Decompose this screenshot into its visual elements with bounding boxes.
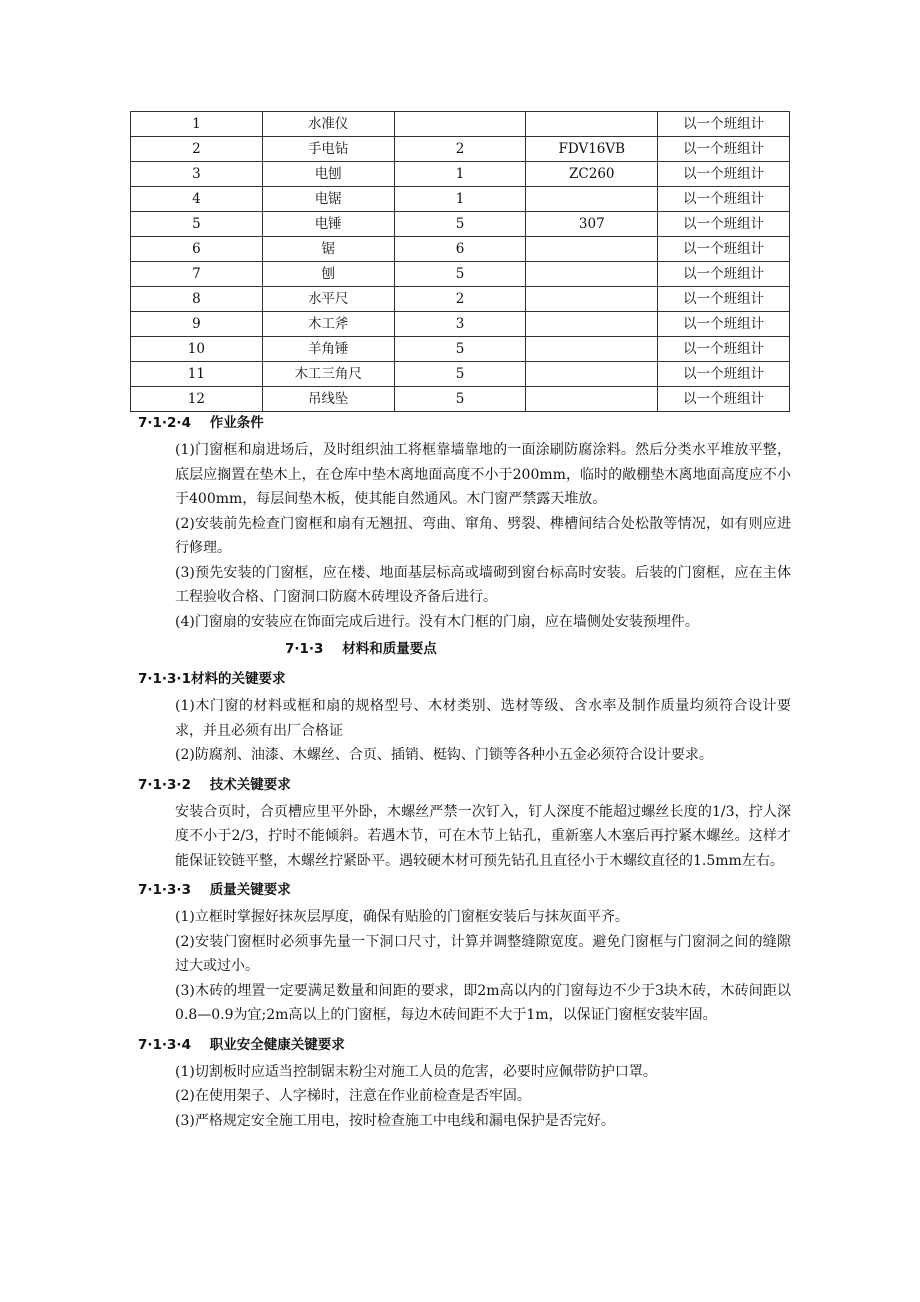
section-heading-7124: 7·1·2·4 作业条件 (138, 415, 264, 431)
table-cell (526, 237, 658, 262)
table-cell: 8 (131, 287, 263, 312)
table-row (131, 162, 790, 187)
section-heading-7134: 7·1·3·4 职业安全健康关键要求 (138, 1036, 345, 1053)
paragraph: (3)严格规定安全施工用电，按时检查施工中电线和漏电保护是否完好。 (175, 1112, 615, 1129)
table-row (131, 312, 790, 337)
table-cell: 水平尺 (262, 287, 394, 312)
table-cell: 5 (394, 212, 526, 237)
table-cell: 以一个班组计 (658, 237, 790, 262)
table-row (131, 137, 790, 162)
table-cell (526, 287, 658, 312)
table-cell: 木工斧 (262, 312, 394, 337)
paragraph: 安装合页时，合页槽应里平外卧，木螺丝严禁一次钉入，钉人深度不能超过螺丝长度的1/3，拧人深度不小于2/3，拧时不能倾斜。若遇木节，可在木节上钻孔，重新塞人木塞后再拧紧木螺丝。这样才能保证铰链平整，木螺丝拧紧卧平。遇较硬木材可预先钻孔且直径小于木螺纹直径的1.5mm左右。 (175, 803, 791, 869)
table-cell: 5 (394, 337, 526, 362)
table-cell: 刨 (262, 262, 394, 287)
table-cell: 1 (394, 162, 526, 187)
table-cell: 以一个班组计 (658, 312, 790, 337)
table-row (131, 337, 790, 362)
table-cell (394, 112, 526, 137)
table-cell: 手电钻 (262, 137, 394, 162)
paragraph: (2)防腐剂、油漆、木螺丝、合页、插销、梃钩、门锁等各种小五金必须符合设计要求。 (175, 747, 713, 763)
section-heading-7133: 7·1·3·3 质量关键要求 (138, 882, 291, 898)
tools-table (130, 111, 790, 412)
table-cell: 以一个班组计 (658, 287, 790, 312)
paragraph: (1)切割板时应适当控制锯末粉尘对施工人员的危害，必要时应佩带防护口罩。 (175, 1063, 657, 1080)
table-cell: 以一个班组计 (658, 262, 790, 287)
document-body (138, 412, 791, 1173)
table-cell: 以一个班组计 (658, 112, 790, 137)
table-cell: 水准仪 (262, 112, 394, 137)
table-cell: 电锤 (262, 212, 394, 237)
table-cell: 3 (394, 312, 526, 337)
paragraph: (2)安装门窗框时必须事先量一下洞口尺寸，计算并调整缝隙宽度。避免门窗框与门窗洞之间的缝隙过大或过小。 (175, 933, 791, 974)
table-cell: 5 (131, 212, 263, 237)
table-cell: 3 (131, 162, 263, 187)
table-cell: 电锯 (262, 187, 394, 212)
table-row (131, 262, 790, 287)
table-cell: 木工三角尺 (262, 362, 394, 387)
table-cell: FDV16VB (526, 137, 658, 162)
table-cell: 以一个班组计 (658, 137, 790, 162)
table-cell: 2 (394, 137, 526, 162)
table-cell: 10 (131, 337, 263, 362)
paragraph: (4)门窗扇的安装应在饰面完成后进行。没有木门框的门扇，应在墙侧处安装预埋件。 (175, 613, 699, 630)
section-heading-713: 7·1·3 材料和质量要点 (285, 641, 437, 657)
table-cell (526, 112, 658, 137)
table-cell: 吊线坠 (262, 387, 394, 412)
table-row (131, 187, 790, 212)
table-cell: 以一个班组计 (658, 212, 790, 237)
table-cell: 4 (131, 187, 263, 212)
table-cell: 2 (131, 137, 263, 162)
table-row (131, 287, 790, 312)
table-cell: 6 (394, 237, 526, 262)
table-cell: 1 (131, 112, 263, 137)
table-cell: 5 (394, 362, 526, 387)
table-cell: 2 (394, 287, 526, 312)
table-cell (526, 362, 658, 387)
table-row (131, 362, 790, 387)
table-cell: 以一个班组计 (658, 337, 790, 362)
paragraph: (3)预先安装的门窗框，应在楼、地面基层标高或墙砌到窗台标高时安装。后装的门窗框，应在主体工程验收合格、门窗洞口防腐木砖埋设齐备后进行。 (175, 564, 791, 605)
table-row (131, 112, 790, 137)
table-cell: 以一个班组计 (658, 362, 790, 387)
table-cell: 9 (131, 312, 263, 337)
table-cell: 以一个班组计 (658, 162, 790, 187)
table-row (131, 212, 790, 237)
table-cell: 羊角锤 (262, 337, 394, 362)
table-cell: 307 (526, 212, 658, 237)
paragraph: (2)安装前先检查门窗框和扇有无翘扭、弯曲、窜角、劈裂、榫槽间结合处松散等情况，如有则应进行修理。 (175, 515, 791, 556)
table-cell: 5 (394, 387, 526, 412)
table-cell: 电刨 (262, 162, 394, 187)
table-cell: 以一个班组计 (658, 387, 790, 412)
paragraph: (1)门窗框和扇进场后，及时组织油工将框靠墙靠地的一面涂刷防腐涂料。然后分类水平堆放平整，底层应搁置在垫木上，在仓库中垫木离地面高度不小于200mm，临时的敞棚垫木离地面高度应不小于400mm，每层间垫木板，使其能自然通风。木门窗严禁露天堆放。 (175, 442, 791, 507)
table-cell (526, 387, 658, 412)
table-cell: 1 (394, 187, 526, 212)
paragraph: (3)木砖的埋置一定要满足数量和间距的要求，即2m高以内的门窗每边不少于3块木砖，木砖间距以0.8—0.9为宜;2m高以上的门窗框，每边木砖间距不大于1m，以保证门窗框安装牢固。 (175, 982, 791, 1023)
table-cell: 5 (394, 262, 526, 287)
table-cell: 以一个班组计 (658, 187, 790, 212)
table-cell: 6 (131, 237, 263, 262)
table-cell (526, 187, 658, 212)
table-row (131, 387, 790, 412)
table-cell: 锯 (262, 237, 394, 262)
table-cell: 7 (131, 262, 263, 287)
table-cell (526, 312, 658, 337)
section-heading-7131: 7·1·3·1材料的关键要求 (138, 671, 286, 687)
table-row (131, 237, 790, 262)
table-cell: ZC260 (526, 162, 658, 187)
table-cell (526, 337, 658, 362)
section-heading-7132: 7·1·3·2 技术关键要求 (138, 776, 291, 793)
paragraph: (2)在使用架子、人字梯时，注意在作业前检查是否牢固。 (175, 1088, 531, 1104)
table-cell (526, 262, 658, 287)
paragraph: (1)木门窗的材料或框和扇的规格型号、木材类别、选材等级、含水率及制作质量均须符合设计要求，并且必须有出厂合格证 (175, 698, 791, 739)
table-cell: 11 (131, 362, 263, 387)
table-cell: 12 (131, 387, 263, 412)
paragraph: (1)立框时掌握好抹灰层厚度，确保有贴脸的门窗框安装后与抹灰面平齐。 (175, 909, 629, 925)
